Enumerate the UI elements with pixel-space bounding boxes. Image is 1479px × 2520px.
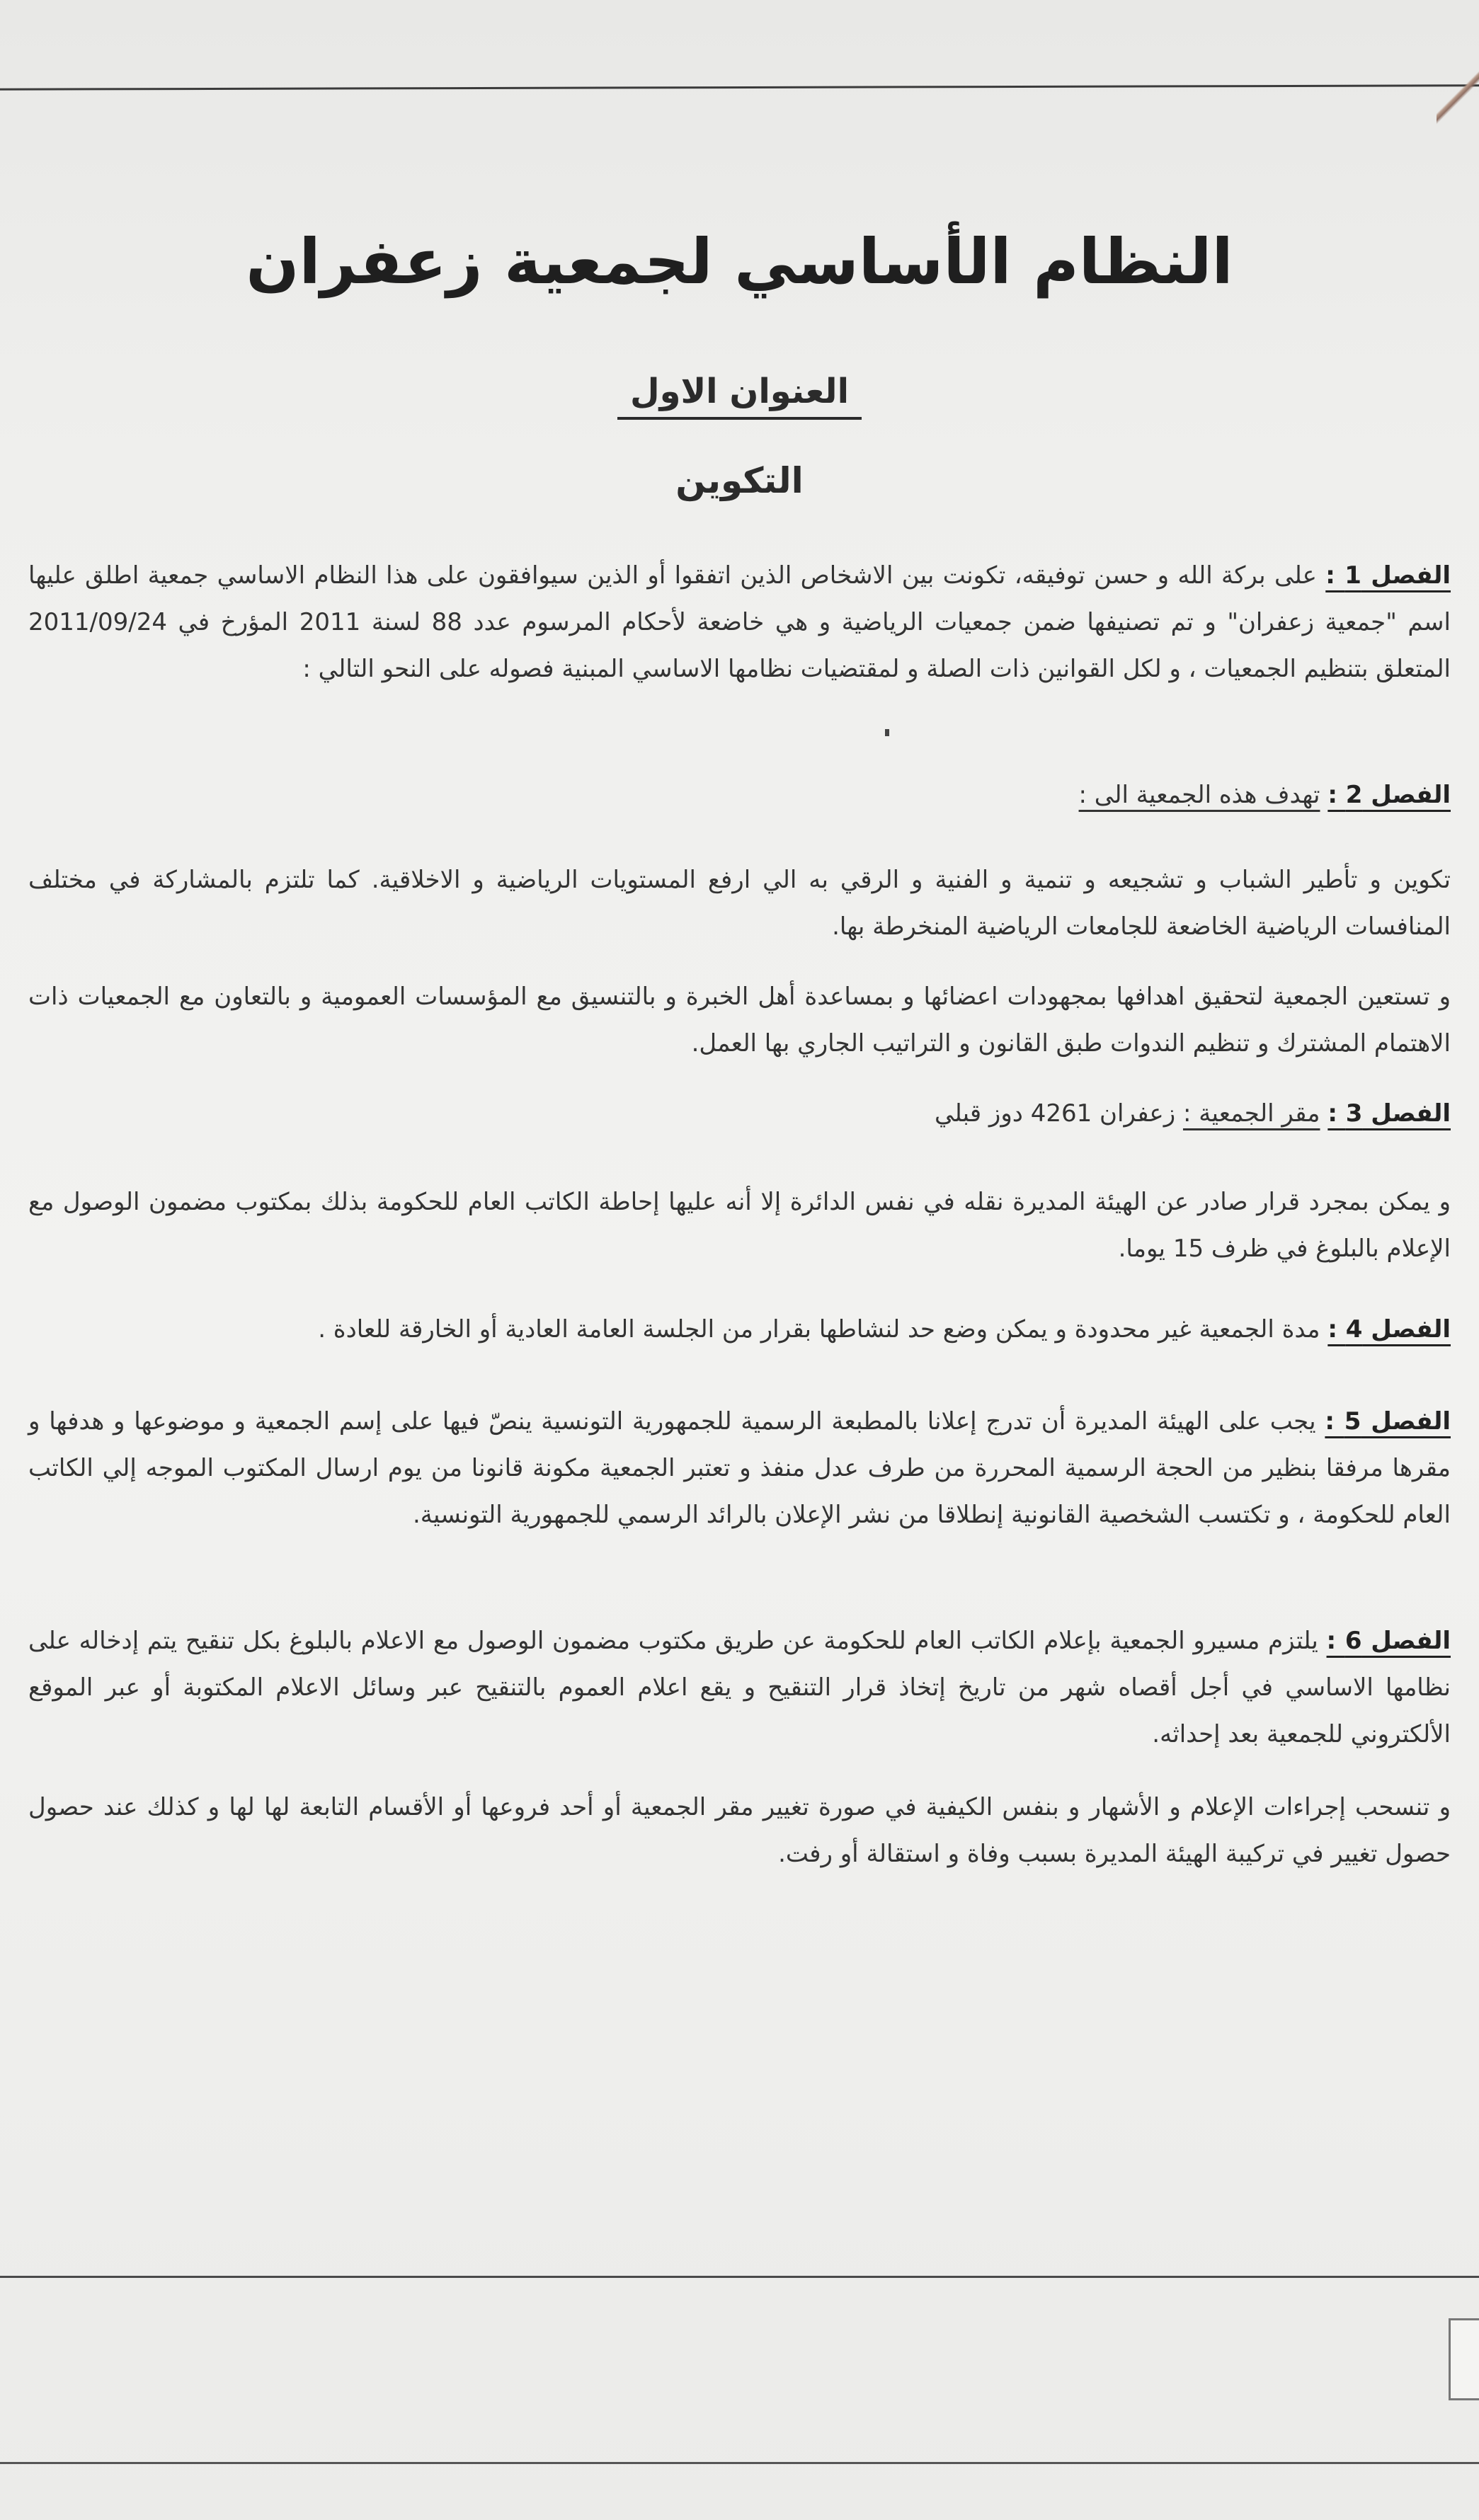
article-1 (28, 552, 1451, 692)
page-edge-tab (1449, 2318, 1479, 2400)
article-4 (28, 1306, 1451, 1353)
article-6-text2: و تنسحب إجراءات الإعلام و الأشهار و بنفس الكيفية في صورة تغيير مقر الجمعية أو أحد فروعها أو الأقسام التابعة لها لها و كذلك عند حصول حصول تغيير في تركيبة الهيئة المديرة بسبب وفاة و استقالة أو رفت. (28, 1793, 1451, 1868)
article-3-text: زعفران 4261 دوز قبلي (935, 1099, 1176, 1128)
article-2-text2: و تستعين الجمعية لتحقيق اهدافها بمجهودات اعضائها و بمساعدة أهل الخبرة و بالتنسيق مع المؤسسات العمومية و بالتعاون مع الجمعيات ذات الاهتمام المشترك و تنظيم الندوات طبق القانون و التراتيب الجاري بها العمل. (28, 983, 1451, 1058)
article-6-text: يلتزم مسيرو الجمعية بإعلام الكاتب العام للحكومة عن طريق مكتوب مضمون الوصول مع الاعلام بالبلوغ بكل تنقيح يتم إدخاله على نظامها الاساسي في أجل أقصاه شهر من تاريخ إتخاذ قرار التنقيح و يقع اعلام العموم بالتنقيح عبر وسائل الاعلام المكتوبة أو عبر الموقع الألكتروني للجمعية بعد إحداثه. (28, 1627, 1451, 1748)
document-title: النظام الأساسي لجمعية زعفران (246, 225, 1233, 298)
section-subheading: التكوين (675, 460, 804, 501)
article-5-label: الفصل 5 : (1325, 1407, 1451, 1436)
section-heading-text: العنوان الاول (617, 372, 862, 420)
section-heading (0, 372, 1479, 411)
article-5-text: يجب على الهيئة المديرة أن تدرج إعلانا بالمطبعة الرسمية للجمهورية التونسية ينصّ فيها على إسم الجمعية و موضوعها و هدفها و مقرها مرفقا بنظير من الحجة الرسمية المحررة من طرف عدل منفذ و تعتبر الجمعية مكونة قانونا من يوم ارسال المكتوب الموجه إلي الكاتب العام للحكومة ، و تكتسب الشخصية القانونية إنطلاقا من نشر الإعلان بالرائد الرسمي للجمهورية التونسية. (28, 1407, 1451, 1529)
ink-dot (885, 729, 889, 736)
top-rule (0, 84, 1479, 90)
footer-rule (0, 2462, 1479, 2464)
article-6 (28, 1617, 1451, 1758)
article-6-label: الفصل 6 : (1326, 1627, 1451, 1655)
article-2-text: تكوين و تأطير الشباب و تشجيعه و تنمية و الفنية و الرقي به الي ارفع المستويات الرياضية و الاخلاقية. كما تلتزم بالمشاركة في مختلف المنافسات الرياضية الخاضعة للجامعات الرياضية المنخرطة بها. (28, 866, 1451, 941)
bottom-rule (0, 2276, 1479, 2278)
article-4-text: مدة الجمعية غير محدودة و يمكن وضع حد لنشاطها بقرار من الجلسة العامة العادية أو الخارقة للعادة . (318, 1315, 1320, 1344)
article-3-label: الفصل 3 : (1327, 1099, 1451, 1128)
article-3-text2: و يمكن بمجرد قرار صادر عن الهيئة المديرة نقله في نفس الدائرة إلا أنه عليها إحاطة الكاتب العام للحكومة بذلك بمكتوب مضمون الوصول مع الإعلام بالبلوغ في ظرف 15 يوما. (28, 1188, 1451, 1263)
article-1-text: على بركة الله و حسن توفيقه، تكونت بين الاشخاص الذين اتفقوا أو الذين سيوافقون على هذا النظام الاساسي جمعية اطلق عليها اسم "جمعية زعفران" و تم تصنيفها ضمن جمعيات الرياضية و هي خاضعة لأحكام المرسوم عدد 88 لسنة 2011 المؤرخ في 2011/09/24 المتعلق بتنظيم الجمعيات ، و لكل القوانين ذات الصلة و لمقتضيات نظامها الاساسي المبنية فصوله على النحو التالي : (28, 561, 1451, 683)
article-3-heading: مقر الجمعية : (1182, 1099, 1320, 1128)
article-1-label: الفصل 1 : (1325, 561, 1451, 590)
article-2-header (28, 772, 1451, 818)
article-5 (28, 1398, 1451, 1538)
article-2-heading: تهدف هذه الجمعية الى : (1078, 781, 1320, 809)
paper-clip-mark (1437, 50, 1479, 149)
article-3-header (28, 1090, 1451, 1137)
article-4-label: الفصل 4 : (1327, 1315, 1451, 1344)
article-2-label: الفصل 2 : (1327, 781, 1451, 809)
